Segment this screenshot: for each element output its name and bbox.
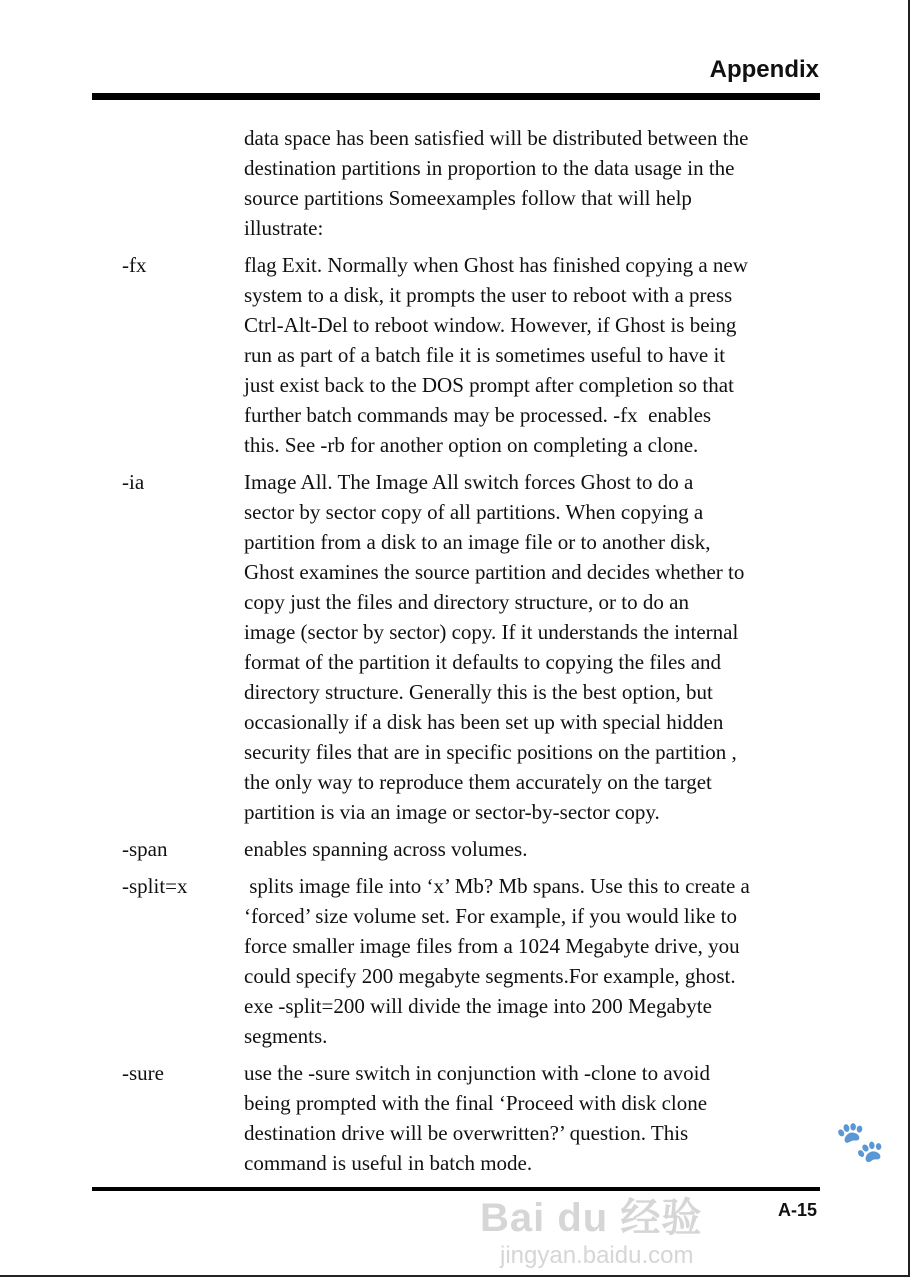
description-line: destination drive will be overwritten?’ question. This — [244, 1121, 689, 1145]
description-line: could specify 200 megabyte segments.For example, ghost. — [244, 964, 736, 988]
description-line: further batch commands may be processed. -fx enables — [244, 403, 712, 427]
paw-icon: 🐾 — [835, 1119, 885, 1164]
switch-entry — [122, 467, 822, 827]
description-line: this. See -rb for another option on completing a clone. — [244, 433, 699, 457]
description-line: enables spanning across volumes. — [244, 837, 528, 861]
switch-entry — [122, 834, 822, 864]
switch-entry — [122, 871, 822, 1051]
description-line: Image All. The Image All switch forces Ghost to do a — [244, 470, 694, 494]
description-line: copy just the files and directory structure, or to do an — [244, 590, 689, 614]
switch-description — [244, 1058, 710, 1178]
description-line: illustrate: — [244, 216, 324, 240]
page-number: A-15 — [778, 1200, 818, 1220]
description-line: Ghost examines the source partition and decides whether to — [244, 560, 745, 584]
switch-name: -fx — [122, 253, 147, 277]
description-line: flag Exit. Normally when Ghost has finished copying a new — [244, 253, 748, 277]
switch-name: -sure — [122, 1061, 164, 1085]
description-line: destination partitions in proportion to the data usage in the — [244, 156, 735, 180]
description-line: use the -sure switch in conjunction with -clone to avoid — [244, 1061, 710, 1085]
switch-entry — [122, 123, 822, 243]
switch-entry — [122, 1058, 822, 1178]
description-line: just exist back to the DOS prompt after completion so that — [244, 373, 734, 397]
switch-description — [244, 467, 744, 827]
description-line: the only way to reproduce them accurately on the target — [244, 770, 712, 794]
description-line: partition from a disk to an image file or to another disk, — [244, 530, 711, 554]
page-header-title: Appendix — [709, 56, 819, 83]
description-line: being prompted with the final ‘Proceed with disk clone — [244, 1091, 708, 1115]
description-line: occasionally if a disk has been set up with special hidden — [244, 710, 724, 734]
description-line: format of the partition it defaults to copying the files and — [244, 650, 722, 674]
description-line: source partitions Someexamples follow that will help — [244, 186, 692, 210]
description-line: force smaller image files from a 1024 Megabyte drive, you — [244, 934, 740, 958]
switch-description — [244, 123, 748, 243]
description-line: sector by sector copy of all partitions. When copying a — [244, 500, 704, 524]
description-line: exe -split=200 will divide the image into 200 Megabyte — [244, 994, 712, 1018]
description-line: security files that are in specific positions on the partition , — [244, 740, 737, 764]
description-line: ‘forced’ size volume set. For example, if you would like to — [244, 904, 737, 928]
description-line: system to a disk, it prompts the user to reboot with a press — [244, 283, 733, 307]
description-line: segments. — [244, 1024, 328, 1048]
switch-name — [122, 123, 244, 243]
header-rule — [92, 93, 820, 100]
description-line: partition is via an image or sector-by-sector copy. — [244, 800, 660, 824]
switch-name: -split=x — [122, 874, 188, 898]
description-line: Ctrl-Alt-Del to reboot window. However, if Ghost is being — [244, 313, 737, 337]
watermark-url: jingyan.baidu.com — [500, 1242, 694, 1269]
footer-rule — [92, 1187, 820, 1191]
description-line: run as part of a batch file it is sometimes useful to have it — [244, 343, 726, 367]
description-line: splits image file into ‘x’ Mb? Mb spans. Use this to create a — [244, 874, 750, 898]
switch-list — [122, 123, 822, 1185]
description-line: directory structure. Generally this is the best option, but — [244, 680, 713, 704]
switch-entry — [122, 250, 822, 460]
watermark-logo: Bai du 经验 — [480, 1196, 703, 1240]
switch-name: -span — [122, 837, 168, 861]
switch-description — [244, 834, 527, 864]
description-line: data space has been satisfied will be distributed between the — [244, 126, 749, 150]
switch-description — [244, 871, 750, 1051]
description-line: image (sector by sector) copy. If it understands the internal — [244, 620, 739, 644]
switch-description — [244, 250, 748, 460]
description-line: command is useful in batch mode. — [244, 1151, 533, 1175]
switch-name: -ia — [122, 470, 145, 494]
